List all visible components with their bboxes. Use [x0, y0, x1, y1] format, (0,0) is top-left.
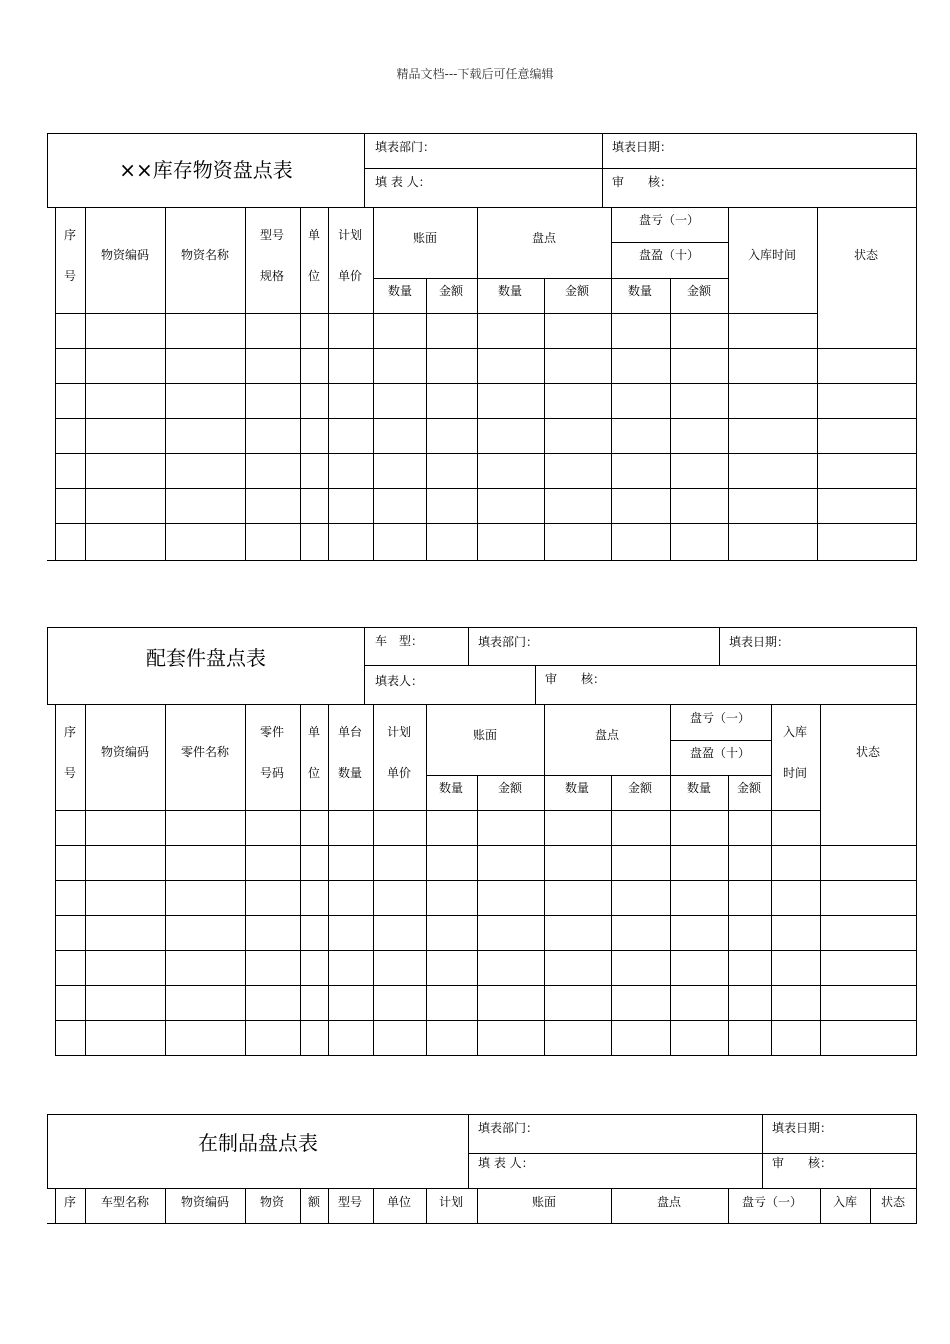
grid-line-v	[602, 133, 603, 208]
table3-col-code: 物资编码	[180, 1195, 230, 1209]
table2-col-partno: 零件	[259, 725, 285, 739]
grid-line-h	[364, 168, 917, 169]
grid-line-v	[611, 1188, 612, 1224]
grid-line-v	[468, 627, 469, 666]
grid-line-v	[762, 1114, 763, 1189]
grid-line-v	[728, 207, 729, 561]
grid-line-h	[47, 704, 917, 705]
grid-line-h	[47, 560, 917, 561]
grid-line-v	[916, 133, 917, 561]
grid-line-h	[364, 665, 917, 666]
grid-line-h	[47, 207, 917, 208]
grid-line-v	[245, 704, 246, 1056]
table2-col-code: 物资编码	[100, 745, 150, 759]
table1-sub-qty: 数量	[627, 284, 653, 298]
table2-col-partno: 号码	[259, 766, 285, 780]
grid-line-h	[47, 627, 917, 628]
grid-line-v	[300, 207, 301, 561]
table1-sub-qty: 数量	[497, 284, 523, 298]
grid-line-v	[544, 704, 545, 1056]
table2-sub-qty: 数量	[564, 781, 590, 795]
grid-line-h	[55, 810, 821, 811]
table1-person-label: 填 表 人：	[375, 175, 431, 189]
table3-col-loss: 盘亏（一）	[741, 1195, 803, 1209]
table1-sub-qty: 数量	[387, 284, 413, 298]
table2-col-check: 盘点	[594, 728, 620, 742]
table3-col-seq: 序	[63, 1195, 77, 1209]
table3-col-status: 状态	[880, 1195, 906, 1209]
grid-line-v	[477, 207, 478, 561]
grid-line-v	[544, 278, 545, 561]
table3-col-mat: 物资	[259, 1195, 285, 1209]
grid-line-h	[55, 453, 917, 454]
grid-line-v	[373, 207, 374, 561]
grid-line-v	[55, 704, 56, 1056]
grid-line-v	[373, 1188, 374, 1224]
grid-line-v	[85, 207, 86, 561]
table2-col-plan: 计划	[386, 725, 412, 739]
table2-title: 配套件盘点表	[146, 646, 266, 670]
grid-line-v	[245, 1188, 246, 1224]
grid-line-v	[426, 704, 427, 1056]
table3-date-label: 填表日期：	[772, 1121, 833, 1135]
table1-col-loss: 盘亏（一）	[638, 213, 700, 227]
grid-line-v	[468, 1114, 469, 1189]
table2-col-unit: 单	[307, 725, 321, 739]
grid-line-v	[165, 207, 166, 561]
table1-sub-amt: 金额	[686, 284, 712, 298]
table2-sub-amt: 金额	[736, 781, 762, 795]
table1-review-label: 审 核：	[612, 175, 673, 189]
grid-line-v	[477, 1188, 478, 1224]
table1-col-code: 物资编码	[100, 248, 150, 262]
table3-col-check: 盘点	[656, 1195, 682, 1209]
grid-line-v	[85, 1188, 86, 1224]
table3-col-unit: 单位	[386, 1195, 412, 1209]
table3-col-car: 车型名称	[100, 1195, 150, 1209]
table2-sub-qty: 数量	[438, 781, 464, 795]
grid-line-h	[55, 383, 917, 384]
table1-col-intime: 入库时间	[747, 248, 797, 262]
grid-line-v	[426, 278, 427, 561]
table2-col-intime: 时间	[782, 766, 808, 780]
grid-line-h	[47, 1223, 917, 1224]
grid-line-v	[165, 704, 166, 1056]
table2-dept-label: 填表部门：	[478, 635, 539, 649]
table1-col-seq: 序	[63, 228, 77, 242]
grid-line-h	[47, 1188, 917, 1189]
grid-line-v	[85, 704, 86, 1056]
grid-line-v	[817, 207, 818, 561]
table2-sub-amt: 金额	[497, 781, 523, 795]
grid-line-h	[611, 242, 729, 243]
grid-line-v	[55, 207, 56, 561]
table2-car-label: 车 型：	[375, 634, 424, 648]
grid-line-v	[55, 1188, 56, 1224]
table2-col-set: 单台	[337, 725, 363, 739]
grid-line-h	[55, 880, 917, 881]
grid-line-h	[468, 1153, 917, 1154]
grid-line-v	[611, 775, 612, 1056]
table2-col-book: 账面	[472, 728, 498, 742]
table3-review-label: 审 核：	[772, 1156, 833, 1170]
grid-line-v	[245, 207, 246, 561]
table3-col-plan: 计划	[438, 1195, 464, 1209]
table2-person-label: 填表人：	[375, 674, 424, 688]
grid-line-v	[916, 627, 917, 1056]
table2-col-plan: 单价	[386, 766, 412, 780]
grid-line-v	[300, 704, 301, 1056]
grid-line-v	[670, 278, 671, 561]
grid-line-v	[916, 1114, 917, 1224]
grid-line-v	[820, 704, 821, 1056]
grid-line-h	[55, 313, 818, 314]
table2-date-label: 填表日期：	[729, 635, 790, 649]
grid-line-v	[611, 207, 612, 561]
grid-line-h	[55, 950, 917, 951]
grid-line-h	[55, 348, 917, 349]
table1-col-gain: 盘盈（十）	[638, 248, 700, 262]
table1-col-plan: 计划	[337, 228, 363, 242]
grid-line-v	[728, 775, 729, 1056]
table3-col-book: 账面	[531, 1195, 557, 1209]
table1-col-model: 规格	[259, 269, 285, 283]
table1-col-plan: 单价	[337, 269, 363, 283]
grid-line-h	[55, 845, 917, 846]
grid-line-v	[728, 1188, 729, 1224]
grid-line-v	[535, 665, 536, 705]
grid-line-v	[719, 627, 720, 666]
grid-line-h	[55, 915, 917, 916]
grid-line-h	[55, 1020, 917, 1021]
table1-sub-amt: 金额	[438, 284, 464, 298]
table1-col-book: 账面	[412, 231, 438, 245]
table3-dept-label: 填表部门：	[478, 1121, 539, 1135]
table1-col-status: 状态	[853, 248, 879, 262]
grid-line-v	[165, 1188, 166, 1224]
grid-line-h	[670, 740, 772, 741]
table2-col-part: 零件名称	[180, 745, 230, 759]
grid-line-v	[364, 133, 365, 208]
grid-line-v	[477, 775, 478, 1056]
table1-col-unit: 位	[307, 269, 321, 283]
table2-review-label: 审 核：	[545, 672, 606, 686]
table2-col-seq: 号	[63, 766, 77, 780]
grid-line-v	[870, 1188, 871, 1224]
table2-col-unit: 位	[307, 766, 321, 780]
table1-sub-amt: 金额	[564, 284, 590, 298]
grid-line-v	[820, 1188, 821, 1224]
grid-line-v	[426, 1188, 427, 1224]
table1-dept-label: 填表部门：	[375, 140, 436, 154]
table1-col-model: 型号	[259, 228, 285, 242]
grid-line-h	[55, 418, 917, 419]
grid-line-v	[47, 1114, 48, 1189]
grid-line-v	[364, 627, 365, 705]
table1-title: ××库存物资盘点表	[119, 158, 293, 182]
grid-line-v	[328, 704, 329, 1056]
table2-col-loss: 盘亏（一）	[689, 711, 751, 725]
grid-line-v	[670, 704, 671, 1056]
table2-sub-amt: 金额	[627, 781, 653, 795]
grid-line-h	[55, 523, 917, 524]
table1-col-name: 物资名称	[180, 248, 230, 262]
table2-col-gain: 盘盈（十）	[689, 746, 751, 760]
table3-col-model: 型号	[337, 1195, 363, 1209]
table1-col-unit: 单	[307, 228, 321, 242]
grid-line-v	[328, 207, 329, 561]
table2-col-status: 状态	[855, 745, 881, 759]
grid-line-v	[328, 1188, 329, 1224]
grid-line-v	[771, 704, 772, 1056]
table1-col-seq: 号	[63, 269, 77, 283]
grid-line-v	[47, 627, 48, 705]
grid-line-h	[47, 133, 917, 134]
table2-col-intime: 入库	[782, 725, 808, 739]
watermark-text: 精品文档---下载后可任意编辑	[396, 67, 554, 81]
table3-title: 在制品盘点表	[198, 1131, 318, 1155]
table2-col-set: 数量	[337, 766, 363, 780]
table1-date-label: 填表日期：	[612, 140, 673, 154]
grid-line-v	[373, 704, 374, 1056]
table3-col-amt: 额	[307, 1195, 321, 1209]
grid-line-v	[300, 1188, 301, 1224]
table3-col-in: 入库	[832, 1195, 858, 1209]
grid-line-v	[47, 133, 48, 208]
table3-person-label: 填 表 人：	[478, 1156, 534, 1170]
grid-line-h	[55, 488, 917, 489]
table2-col-seq: 序	[63, 725, 77, 739]
table2-sub-qty: 数量	[686, 781, 712, 795]
grid-line-h	[55, 985, 917, 986]
table1-col-check: 盘点	[531, 231, 557, 245]
grid-line-h	[47, 1114, 917, 1115]
grid-line-h	[55, 1055, 917, 1056]
